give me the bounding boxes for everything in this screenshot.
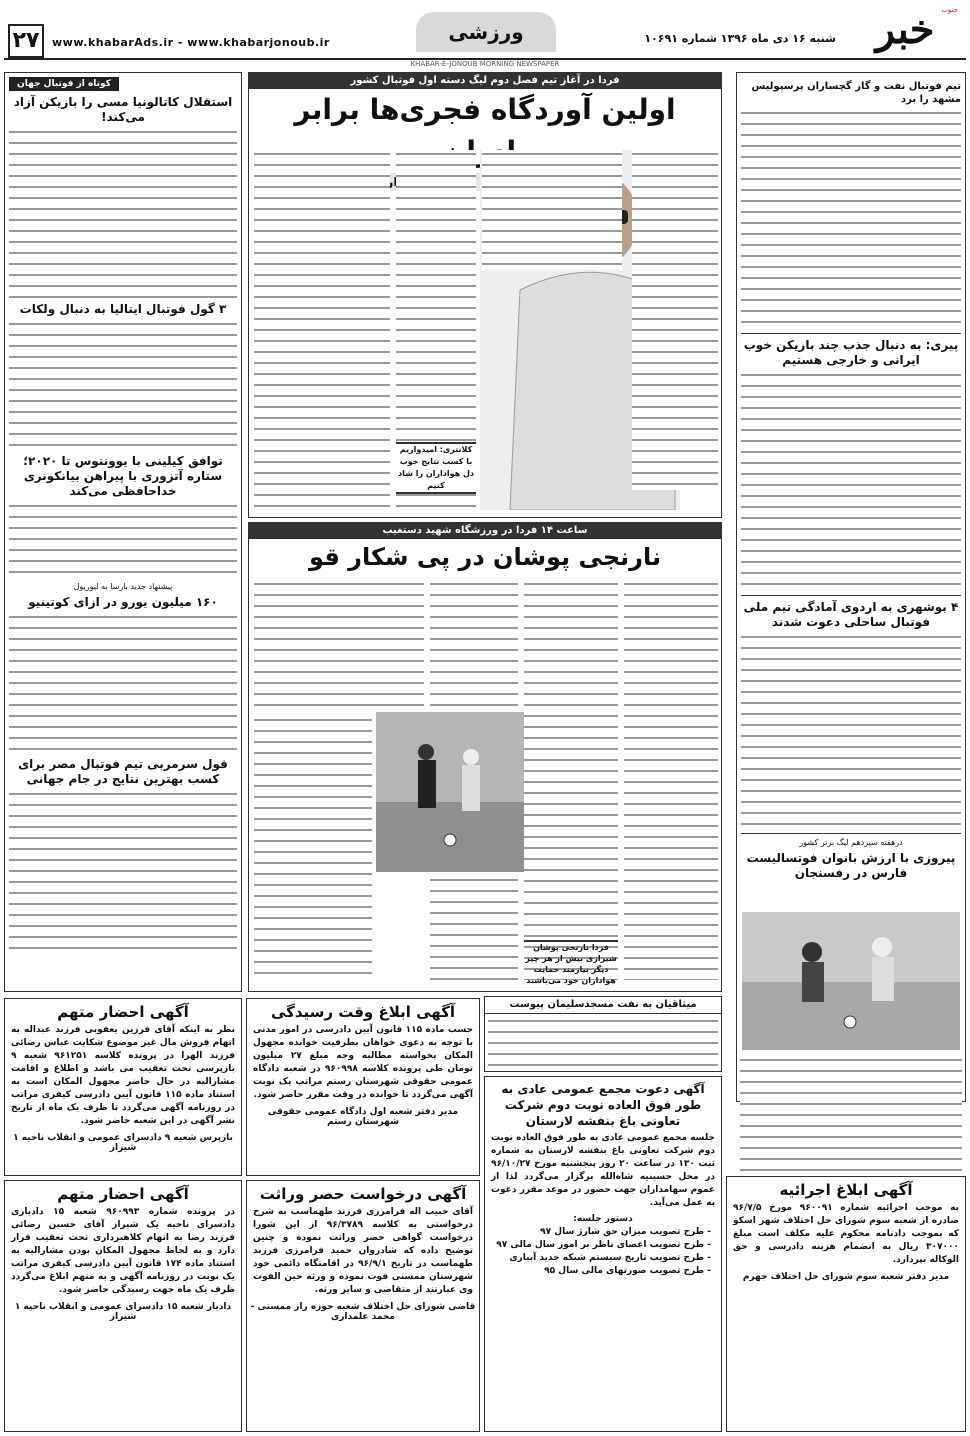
- ad1-body: نظر به اینکه آقای فرزین یعقوبی فرزند عبداله به اتهام فروش مال غیر موضوع شکایت عباس رضائی فرزند الهرا در پرونده کلاسه ۹۶۱۲۵۱ شعبه ۹ بازپرسی تحت تعقیب می باشد و اطلاع و اقامت مشارالیه در حال حاضر مجهول المکان است به استناد ماده ۱۱۵ قانون آیین دادرسی کیفری مراتب در روزنامه آگهی می‌گردد تا ظرف یک ماه از تاریخ نشر آگهی در این شعبه حاضر شود.: [11, 1025, 235, 1126]
- headline-piri: پیری: به دنبال جذب چند بازیکن خوب ایرانی و خارجی هستیم: [741, 333, 961, 368]
- ad4-sign: قاضی شورای حل اختلاف شعبه حوزه راز ممسنی - محمد علمداری: [250, 1302, 476, 1322]
- ad1-title: آگهی احضار متهم: [57, 1003, 189, 1021]
- headline-messi: استقلال کاتالونیا مسی را بازیکن آزاد می‌کند!: [13, 95, 233, 124]
- headline-walcott: ۳ گول فوتبال ایتالیا به دنبال ولکات: [19, 302, 227, 316]
- left-column: [4, 72, 242, 992]
- ad4-body: آقای حبیب اله فرامرزی فرزند طهماسب به شرح درخواستی به کلاسه ۹۶/۳۷۸۹ از این شورا درخواست گواهی حصر وراثت نموده و چنین توضیح داده که شادروان حمید فرامرزی فرزند طهماسب در تاریخ ۹۶/۹/۱ در اقامتگاه دائمی خود شهرستان ممسنی فوت نموده و ورثه حین الفوت وی عبارتند از متقاضی و سایر ورثه.: [253, 1207, 473, 1295]
- second-pullquote: فردا نارنجی پوشان شیرازی بیش از هر چیز دیگر نیازمند حمایت هواداران خود می‌باشند: [524, 940, 618, 986]
- ad6-body: در پرونده شماره ۹۶۰۹۹۳ شعبه ۱۵ دادیاری دادسرای ناحیه یک شیراز آقای حسین رضائی فرزند رضا به اتهام کلاهبرداری تحت تعقیب قرار دارد و به لحاظ مجهول المکان بودن مشارالیه به استناد ماده ۱۷۴ قانون آیین دادرسی کیفری مراتب یک نوبت در روزنامه آگهی و به متهم ابلاغ می‌گردد ظرف یک ماه جهت رسیدگی حاضر شود.: [11, 1207, 235, 1295]
- ad5-sign: مدیر دفتر شعبه سوم شورای حل اختلاف جهرم: [742, 1272, 950, 1282]
- ad3-title: آگهی دعوت مجمع عمومی عادی به طور فوق العاده نوبت دوم شرکت تعاونی باغ بنفشه لارستان: [501, 1082, 705, 1128]
- second-body-c2: [524, 580, 618, 980]
- second-kicker: ساعت ۱۴ فردا در ورزشگاه شهید دستغیب: [249, 523, 721, 539]
- headline-egypt-coach: قول سرمربی تیم فوتبال مصر برای کسب بهترین نتایج در جام جهانی: [18, 757, 228, 786]
- second-body-c1: [624, 580, 718, 980]
- ad3-agenda-item: - طرح تصویب میزان حق شارژ سال ۹۷: [540, 1227, 711, 1237]
- second-headline: نارنجی پوشان در پی شکار قو: [309, 543, 661, 571]
- world-football-badge: کوتاه از فوتبال جهان: [9, 77, 119, 91]
- ad2-sign: مدیر دفتر شعبه اول دادگاه عمومی حقوقی شهرستان رستم: [267, 1107, 459, 1127]
- lead-headline: اولین آوردگاه فجری‌ها برابر: [294, 93, 676, 126]
- ad3-agenda-item: - طرح تصویب صورتهای مالی سال ۹۵: [544, 1266, 711, 1276]
- ad-execution-notice: [726, 1176, 966, 1432]
- lead-pullquote: کلانتری: امیدواریم با کسب نتایج خوب دل هواداران را شاد کنیم: [396, 442, 476, 494]
- newspaper-logo: خبر: [875, 6, 935, 53]
- second-body-c3: [430, 580, 518, 710]
- page-number: ۲۷: [8, 24, 44, 58]
- kicker-coutinho: پیشنهاد جدید بارسا به لیورپول: [73, 582, 173, 591]
- masthead: [4, 4, 966, 60]
- ad6-title: آگهی احضار متهم: [57, 1185, 189, 1203]
- website-links[interactable]: www.khabarAds.ir - www.khabarjonoub.ir: [52, 36, 330, 49]
- meysaghian-news: [484, 996, 722, 1072]
- lead-body-mid: [482, 150, 622, 270]
- ad3-agenda-item: - طرح تصویب اعضای ناظر بر امور سال مالی ۹۷: [496, 1240, 711, 1250]
- ad2-title: آگهی ابلاغ وقت رسیدگی: [270, 1003, 456, 1021]
- lead-body-col3: [254, 150, 390, 510]
- lead-body-right: [632, 150, 718, 490]
- headline-coutinho: ۱۶۰ میلیون یورو در ازای کوتینیو: [28, 595, 218, 609]
- headline-futsal-women: پیروزی با ارزش بانوان فوتسالیست فارس در رفسنجان: [746, 851, 956, 880]
- futsal-article-body: [740, 1056, 962, 1172]
- lead-kicker: فردا در آغاز تیم فصل دوم لیگ دسته اول فوتبال کشور: [249, 73, 721, 89]
- dateline: شنبه ۱۶ دی ماه ۱۳۹۶ شماره ۱۰۶۹۱: [644, 32, 836, 45]
- logo-subtitle: جنوب: [941, 6, 958, 14]
- masthead-subline: KHABAR-E-JONOUB MORNING NEWSPAPER: [410, 60, 560, 68]
- kicker-futsal: درهفته سیزدهم لیگ برتر کشور: [741, 833, 961, 847]
- ad-summon-accused-1: [4, 998, 242, 1176]
- ad-inheritance: [246, 1180, 480, 1432]
- ad3-body: جلسه مجمع عمومی عادی به طور فوق العاده نوبت دوم شرکت تعاونی باغ بنفشه لارستان به شماره ثبت ۱۳۰ در ساعت ۲۰ روز پنجشنبه مورخ ۹۶/۱۰/۲۷ در محل حسینیه شاه‌الله برگزار می‌گردد لذا از عموم سهامداران جهت حضور در موعد مقرر دعوت به عمل می‌آید.: [491, 1133, 715, 1208]
- futsal-photo: [742, 912, 960, 1050]
- ad5-title: آگهی ابلاغ اجرائیه: [779, 1181, 913, 1199]
- headline-naft-gachsaran: تیم فوتبال نفت و گاز گچساران پرسپولیس مشهد را برد: [751, 81, 961, 105]
- meysaghian-title: میثاقیان به نفت مسجدسلیمان پیوست: [485, 997, 721, 1014]
- ad3-agenda-item: - طرح تصویب تاریخ سیستم شبکه جدید آبیاری: [509, 1253, 711, 1263]
- section-title: ورزشی: [416, 12, 556, 52]
- second-body-c5: [254, 716, 372, 980]
- headline-chiellini: توافق کیلینی با یوونتوس تا ۲۰۲۰؛ ستاره آتزوری با پیراهن بیانکونری خداحافظی می‌کند: [23, 454, 223, 498]
- second-body-c6: [430, 876, 518, 980]
- ad4-title: آگهی درخواست حصر وراثت: [259, 1185, 467, 1203]
- headline-bushehr-beach-soccer: ۴ بوشهری به اردوی آمادگی تیم ملی فوتبال ساحلی دعوت شدند: [741, 595, 961, 630]
- ad5-body: به موجب اجرائیه شماره ۹۶۰۰۹۱ مورخ ۹۶/۷/۵ صادره از شعبه سوم شورای حل اختلاف شهر اسکو که بموجب دادنامه محکوم علیه مکلف است مبلغ ۳۰۷۰۰۰ ریال به انضمام هزینه دادرسی و حق الوکاله بپردازد.: [733, 1203, 959, 1265]
- second-body-c4: [254, 580, 424, 710]
- ad3-agenda-title: دستور جلسه:: [573, 1214, 633, 1224]
- ad1-sign: بازپرس شعبه ۹ دادسرای عمومی و انقلاب ناحیه ۱ شیراز: [13, 1133, 233, 1153]
- ad-summon-accused-2: [4, 1180, 242, 1432]
- ad-hearing-notice: [246, 998, 480, 1176]
- match-photo: [376, 712, 524, 872]
- ad2-body: حسب ماده ۱۱۵ قانون آیین دادرسی در امور مدنی با توجه به دعوی خواهان بطرفیت خوانده مجهول المکان بخواسته مطالبه وجه مبلغ ۲۷ میلیون تومان طی پرونده کلاسه ۹۶۰۹۹۸ در شعبه دادگاه عمومی حقوقی شهرستان رستم مراتب یک نوبت آگهی می‌گردد تا خوانده در وقت مقرر حاضر شود.: [253, 1025, 473, 1100]
- ad6-sign: دادیار شعبه ۱۵ دادسرای عمومی و انقلاب ناحیه ۱ شیراز: [14, 1302, 232, 1322]
- ad-general-assembly: [484, 1076, 722, 1432]
